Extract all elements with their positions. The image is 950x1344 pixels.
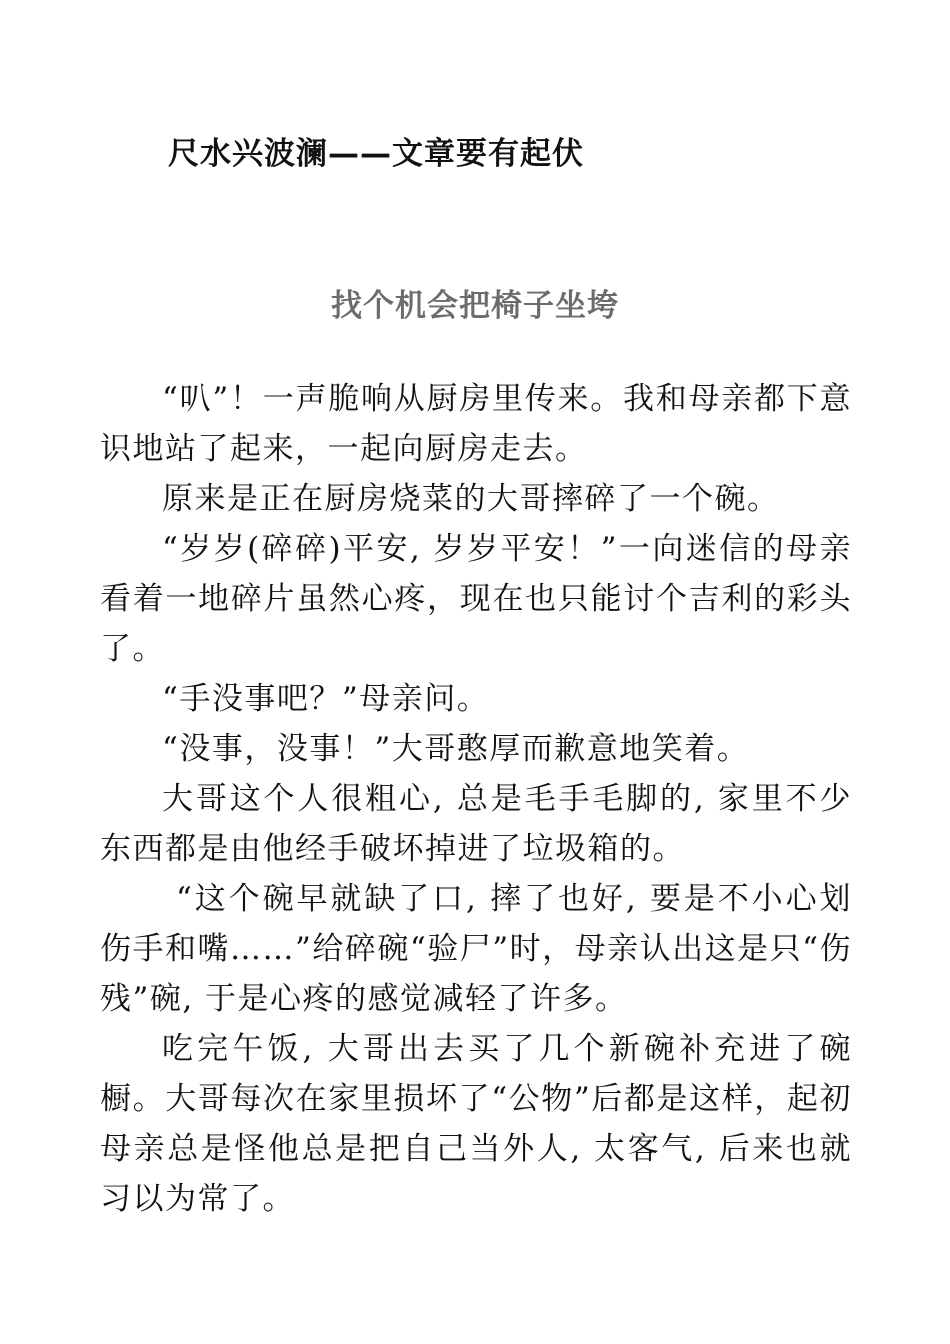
paragraph: 吃完午饭, 大哥出去买了几个新碗补充进了碗橱。大哥每次在家里损坏了“公物”后都是这样，起初母亲总是怪他总是把自己当外人, 太客气, 后来也就习以为常了。 <box>100 1031 852 1217</box>
paragraph: “没事，没事！”大哥憨厚而歉意地笑着。 <box>162 731 750 767</box>
section-heading: 尺水兴波澜——文章要有起伏 <box>168 136 584 172</box>
paragraph: “叭”！一声脆响从厨房里传来。我和母亲都下意识地站了起来，一起向厨房走去。 <box>100 381 852 467</box>
paragraph: 原来是正在厨房烧菜的大哥摔碎了一个碗。 <box>162 481 780 517</box>
article-body <box>100 374 852 1224</box>
paragraph: “手没事吧？”母亲问。 <box>162 681 490 717</box>
paragraph: 大哥这个人很粗心, 总是毛手毛脚的, 家里不少东西都是由他经手破坏掉进了垃圾箱的。 <box>100 781 852 867</box>
paragraph: “这个碗早就缺了口, 摔了也好, 要是不小心划伤手和嘴……”给碎碗“验尸”时，母亲认出这是只“伤残”碗, 于是心疼的感觉减轻了许多。 <box>100 881 852 1017</box>
paragraph: “岁岁(碎碎)平安, 岁岁平安！”一向迷信的母亲看着一地碎片虽然心疼，现在也只能讨个吉利的彩头了。 <box>100 531 852 667</box>
article-title: 找个机会把椅子坐垮 <box>331 288 619 324</box>
